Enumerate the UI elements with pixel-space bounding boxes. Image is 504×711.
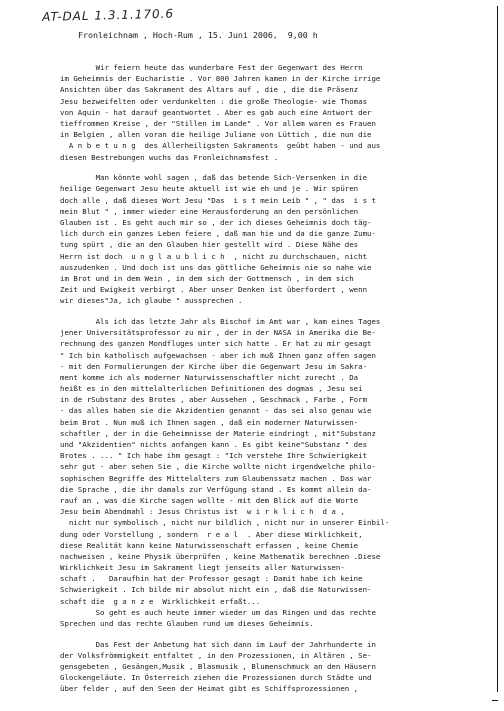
- text-line: tung spürt , die an den Glauben hier gestellt wird . Diese Nähe des: [60, 240, 359, 250]
- text-line: A n b e t u n g des Allerheiligsten Sakraments geübt haben - und aus: [60, 141, 381, 151]
- text-line: Wirklichkeit Jesu im Sakrament liegt jenseits aller Naturwissen-: [60, 563, 345, 573]
- text-line: ment komme ich als moderner Naturwissenschaftler nicht zurecht . Da: [60, 372, 359, 382]
- text-line: wir dieses"Ja, ich glaube " aussprechen .: [60, 296, 243, 306]
- text-line: Ansichten über das Sakrament des Altars auf , die , die die Präsenz: [60, 85, 359, 95]
- text-line: tieffrommen Kreise , der "Stillen im Lande" . Vor allem waren es Frauen: [60, 118, 376, 128]
- page-edge-line: [497, 6, 499, 692]
- text-line: im Brot und in dem Wein , in dem sich der Gottmensch , in dem sich: [60, 273, 354, 283]
- text-line: heilige Gegenwart Jesu heute aktuell ist wie eh und je . Wir spüren: [60, 184, 359, 194]
- text-line: Als ich das letzte Jahr als Bischof im Amt war , kam eines Tages: [60, 316, 381, 326]
- text-line: über felder , auf den Seen der Heimat gibt es Schiffsprozessionen ,: [60, 684, 359, 694]
- text-line: Sprechen und das rechte Glauben rund um dieses Geheimnis.: [60, 619, 314, 628]
- text-line: sophischen Begriffe des Mittelalters zum Glaubenssatz machen . Das war: [60, 473, 372, 483]
- text-line: Jesu bezweifelten oder verdunkelten : die große Theologie- wie Thomas: [60, 96, 368, 106]
- text-line: im Geheimnis der Eucharistie . Vor 800 Jahren kamen in der Kirche irrige: [60, 74, 381, 84]
- text-line: - das alles haben sie die Akzidentien genannt - das sei also genau wie: [60, 406, 372, 416]
- text-line: schaftler , der in die Geheimnisse der Materie eindringt , mit"Substanz: [60, 428, 376, 438]
- text-line: diesen Bestrebungen wuchs das Fronleichnamsfest .: [60, 152, 279, 162]
- document-body: [60, 62, 490, 704]
- text-line: und "Akzidentien" nichts anfangen kann . Es gibt keine"Substanz " des: [60, 440, 368, 449]
- text-line: Herrn ist doch u n g l a u b l i c h , nicht zu durchschauen, nicht: [60, 251, 368, 261]
- text-line: lich durch ein ganzes Leben feiere , daß man hie und da die ganze Zumu-: [60, 229, 376, 239]
- text-line: von Aquin - hat darauf geantwortet . Aber es gab auch eine Antwort der: [60, 107, 372, 117]
- text-line: die Sprache , die ihr damals zur Verfügung stand . Es kommt allein da-: [60, 484, 372, 494]
- text-line: in Belgien , allen voran die heilige Juliane von Lüttich , die nun die: [60, 130, 372, 140]
- text-line: schaft die g a n z e Wirklichkeit erfaßt...: [60, 596, 261, 606]
- text-line: sehr gut - aber sehen Sie , die Kirche wollte nicht irgendwelche philo-: [60, 462, 376, 472]
- text-line: nachweisen , keine Physik überprüfen , keine Mathematik berechnen .Diese: [60, 551, 381, 561]
- text-line: rauf an , was die Kirche sagen wollte - mit dem Blick auf die Worte: [60, 495, 359, 505]
- text-line: auszudenken . Und doch ist uns das göttliche Geheimnis nie so nahe wie: [60, 262, 372, 272]
- archive-stamp: AT-DAL 1.3.1.170.6: [42, 6, 175, 24]
- paragraph: [60, 639, 490, 695]
- document-header: Fronleichnam , Hoch-Rum , 15. Juni 2006, 9,00 h: [78, 30, 318, 40]
- text-line: Zeit und Ewigkeit verbirgt . Aber unser Denken ist überfordert , wenn: [60, 285, 368, 295]
- text-line: rechnung des ganzen Mondfluges unter sich hatte . Er hat zu mir gesagt: [60, 339, 372, 349]
- text-line: Glockengeläute. In Österreich ziehen die Prozessionen durch Städte und: [60, 673, 372, 683]
- text-line: Wir feiern heute das wunderbare Fest der Gegenwart des Herrn: [60, 63, 363, 72]
- text-line: Das Fest der Anbetung hat sich dann im Lauf der Jahrhunderte in: [60, 639, 376, 649]
- text-line: So geht es auch heute immer wieder um das Ringen und das rechte: [60, 607, 376, 617]
- text-line: Jesu beim Abendmahl : Jesus Christus ist w i r k l i c h d a ,: [60, 507, 345, 517]
- text-line: Schwierigkeit . Ich bilde mir absolut nicht ein , daß die Naturwissen-: [60, 585, 372, 595]
- text-line: - mit den Formulierungen der Kirche über die Gegenwart Jesu im Sakra-: [60, 361, 368, 371]
- paragraph: [60, 316, 490, 629]
- text-line: jener Universitätsprofessor zu mir , der in der NASA in Amerika die Be-: [60, 328, 376, 338]
- text-line: schaft . Daraufhin hat der Professor gesagt : Damit habe ich keine: [60, 574, 363, 584]
- text-line: in de rSubstanz des Brotes , aber Aussehen , Geschmack , Farbe , Form: [60, 395, 368, 405]
- text-line: heißt es in den mittelalterlichen Definitionen des dogmas , Jesu sei: [60, 384, 363, 394]
- text-line: mein Blut " , immer wieder eine Herausforderung an den persönlichen: [60, 206, 359, 216]
- text-line: diese Realität kann keine Naturwissenschaft erfassen , keine Chemie: [60, 540, 359, 550]
- text-line: dung oder Vorstellung , sondern r e a l . Aber diese Wirklichkeit,: [60, 529, 363, 539]
- paragraph: [60, 172, 490, 306]
- text-line: nicht nur symbolisch , nicht nur bildlich , nicht nur in unserer Einbil-: [60, 518, 390, 528]
- text-line: beim Brot . Nun muß ich Ihnen sagen , daß ein moderner Naturwissen-: [60, 417, 359, 427]
- text-line: Glauben ist . Es geht auch mir so , der ich dieses Geheimnis doch täg-: [60, 217, 372, 227]
- page-corner-mark: [492, 700, 498, 702]
- text-line: der Volksfrömmigkeit entfaltet , in den Prozessionen, in Altären , Se-: [60, 650, 372, 660]
- text-line: doch alle , daß dieses Wort Jesu "Das i s t mein Leib " , " das i s t: [60, 195, 376, 205]
- text-line: Man könnte wohl sagen , daß das betende Sich-Versenken in die: [60, 173, 368, 183]
- text-line: Brotes . ... " Ich habe ihm gesagt : "Ich verstehe Ihre Schwierigkeit: [60, 451, 368, 461]
- paragraph: [60, 62, 490, 163]
- text-line: " Ich bin katholisch aufgewachsen - aber ich muß Ihnen ganz offen sagen: [60, 350, 376, 360]
- text-line: gensgebeten , Gesängen,Musik , Blasmusik , Blumenschmuck an den Häusern: [60, 662, 376, 672]
